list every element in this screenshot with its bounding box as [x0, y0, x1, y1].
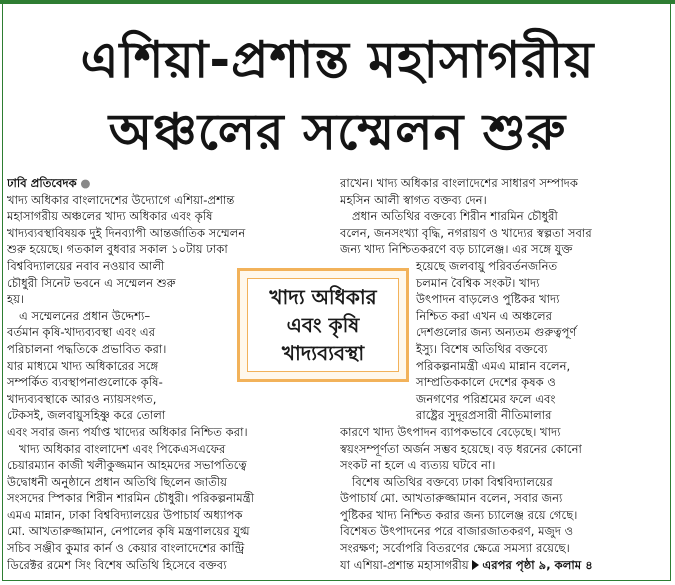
text-line: বিশেষত উৎপাদনের পরে বাজারজাতকরণ, মজুদ ও	[340, 524, 574, 539]
text-line: বিশেষ অতিথির বক্তব্যে ঢাকা বিশ্ববিদ্যালয়ের	[352, 474, 553, 489]
text-line: বর্তমান কৃষি-খাদ্যব্যবস্থা এবং এর	[7, 325, 156, 340]
text-line: বিশ্ববিদ্যালয়ের নবাব নওয়াব আলী	[7, 258, 165, 273]
text-line: টেকসই, জলবায়ুসহিষ্ণু করে তোলা	[7, 408, 166, 423]
text-line: শুরু হয়েছে। গতকাল বুধবার সকাল ১০টায় ঢাকা	[7, 242, 228, 257]
text-line: রাষ্ট্রের সুদূরপ্রসারী নীতিমালার	[416, 408, 552, 423]
byline-line	[7, 175, 330, 192]
text-line: মহাসাগরীয় অঞ্চলের খাদ্য অধিকার এবং কৃষি	[7, 209, 213, 224]
text-line: স্বয়ংসম্পূর্ণতা অর্জন সম্ভব হয়েছে। বড় ধরনের কোনো	[340, 441, 582, 456]
text-line: রাখেন। খাদ্য অধিকার বাংলাদেশের সাধারণ সম্পাদক	[340, 176, 579, 190]
text-line: খাদ্য অধিকার বাংলাদেশ এবং পিকেএসএফের	[19, 441, 226, 456]
text-line: উদ্বোধনী অনুষ্ঠানে প্রধান অতিথি ছিলেন জাতীয়	[7, 474, 228, 489]
text-line: দেশগুলোর জন্য অন্যতম গুরুত্বপূর্ণ	[416, 325, 577, 340]
text-line: খাদ্য অধিকার বাংলাদেশের উদ্যোগে এশিয়া-প্রশান্ত	[7, 192, 235, 207]
text-line: মো. আখতারুজ্জামান, নেপালের কৃষি মন্ত্রণালয়ের যুগ্ম	[7, 524, 250, 539]
text-line: চেয়ারম্যান কাজী খলীকুজ্জমান আহমদের সভাপতিত্বে	[7, 458, 247, 473]
text-line: কারণে খাদ্য উৎপাদন ব্যাপকভাবে বেড়েছে। খাদ্য	[340, 424, 561, 439]
text-line: হয়।	[7, 292, 25, 307]
pullquote-line-3: খাদ্যব্যবস্থা	[281, 341, 365, 365]
headline-line-2: অঞ্চলের সম্মেলন শুরু	[108, 103, 567, 161]
text-line: এবং সবার জন্য পর্যাপ্ত খাদ্যের অধিকার নিশ্চিত করা।	[7, 424, 248, 439]
text-line: সম্পর্কিত ব্যবস্থাপনাগুলোকে কৃষি-	[7, 375, 163, 390]
text-line: সংকট না হলে এ ব্যত্যয় ঘটবে না।	[340, 458, 496, 473]
pullquote-line-2: এবং কৃষি	[286, 313, 360, 337]
pullquote-inner	[247, 278, 399, 372]
text-line: জনগণের পরিশ্রমের ফলে এবং	[416, 391, 556, 406]
continuation-note[interactable]	[472, 558, 592, 572]
text-line: চৌধুরী সিনেট ভবনে এ সম্মেলন শুরু	[7, 275, 176, 290]
text-line: উপাচার্য মো. আখতারুজ্জামান বলেন, সবার জন্য	[340, 491, 563, 506]
text-line: জন্য খাদ্য নিশ্চিতকরণে বড় চ্যালেঞ্জ। এর সঙ্গে যুক্ত	[340, 242, 573, 257]
text-line: উৎপাদন বাড়লেও পুষ্টিকর খাদ্য	[416, 292, 560, 307]
text-line: সংসদের স্পিকার শিরীন শারমিন চৌধুরী। পরিকল্পনামন্ত্রী	[7, 491, 255, 506]
text-line: এমএ মান্নান, ঢাকা বিশ্ববিদ্যালয়ের উপাচার্য অধ্যাপক	[7, 507, 243, 522]
text-line: সচিব সঞ্জীব কুমার কার্ন ও কেয়ার বাংলাদেশের কান্ট্রি	[7, 541, 245, 556]
text-line: পরিচালনা পদ্ধতিকে প্রভাবিত করা।	[7, 341, 167, 356]
text-line: সাম্প্রতিককালে দেশের কৃষক ও	[416, 375, 556, 390]
text-line: হয়েছে জলবায়ু পরিবর্তনজনিত	[416, 258, 558, 273]
headline-line-1: এশিয়া-প্রশান্ত মহাসাগরীয়	[80, 31, 595, 89]
text-line: যা এশিয়া-প্রশান্ত মহাসাগরীয়	[340, 557, 469, 572]
last-line	[340, 557, 670, 574]
pullquote-box	[237, 268, 409, 382]
text-line: চলমান বৈশ্বিক সংকট। খাদ্য	[416, 275, 540, 290]
text-line: পুষ্টিকর খাদ্য নিশ্চিত করার জন্য চ্যালেঞ্জ রয়ে গেছে।	[340, 507, 578, 522]
arrow-right-icon	[472, 560, 479, 570]
text-line: পরিকল্পনামন্ত্রী এমএ মান্নান বলেন,	[416, 358, 571, 373]
text-line: এ সম্মেলনের প্রধান উদ্দেশ্য–	[19, 308, 151, 323]
continuation-label: এরপর পৃষ্ঠা ৯, কলাম ৪	[482, 557, 593, 572]
text-line: প্রধান অতিথির বক্তব্যে শিরীন শারমিন চৌধুরী	[352, 209, 558, 224]
text-line: সংরক্ষণ; সর্বোপরি বিতরণের ক্ষেত্রে সমস্যা রয়েছে।	[340, 541, 570, 556]
text-line: বলেন, জনসংখ্যা বৃদ্ধি, নগরায়ণ ও খাদ্যের স্বল্পতা সবার	[340, 225, 592, 240]
text-line: নিশ্চিত করা এখন এ অঞ্চলের	[416, 308, 553, 323]
text-line: ইস্যু। বিশেষ অতিথির বক্তব্যে	[416, 341, 548, 356]
text-line: খাদ্যব্যবস্থাকে আরও ন্যায়সংগত,	[7, 391, 157, 406]
bullet-icon: ●	[80, 176, 91, 190]
text-line: খাদ্যব্যবস্থাবিষয়ক দুই দিনব্যাপী আন্তর্জাতিক সম্মেলন	[7, 225, 246, 240]
pullquote-line-1: খাদ্য অধিকার	[269, 285, 377, 309]
byline: ঢাবি প্রতিবেদক	[7, 176, 77, 190]
text-line: ডিরেক্টর রমেশ সিং বিশেষ অতিথি হিসেবে বক্তব্য	[7, 557, 227, 572]
text-line: মহসিন আলী স্বাগত বক্তব্য দেন।	[340, 192, 487, 207]
text-line: যার মাধ্যমে খাদ্য অধিকারের সঙ্গে	[7, 358, 159, 373]
